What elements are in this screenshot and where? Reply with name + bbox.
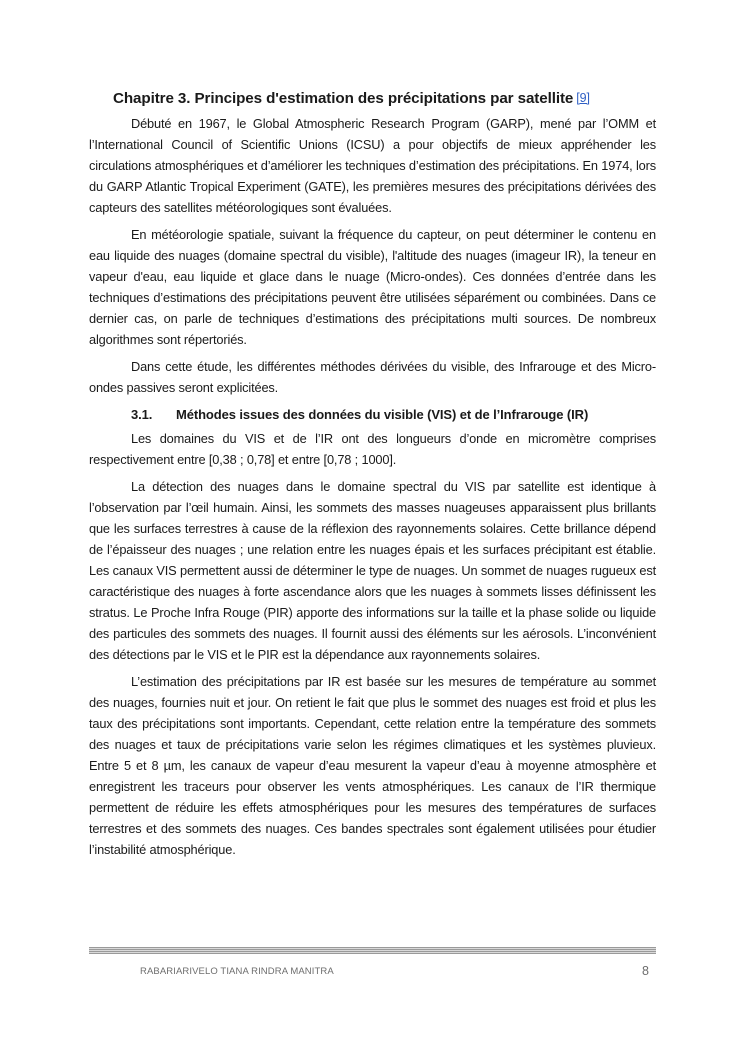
section-heading bbox=[131, 404, 656, 425]
section-paragraph-1: Les domaines du VIS et de l’IR ont des longueurs d’onde en micromètre comprises respectivement entre [0,38 ; 0,78] et entre [0,78 ; 1000]. bbox=[89, 431, 656, 467]
intro-paragraph-3: Dans cette étude, les différentes méthodes dérivées du visible, des Infrarouge et des Micro-ondes passives seront explicitées. bbox=[89, 359, 656, 395]
chapter-title bbox=[113, 88, 656, 109]
page-number: 8 bbox=[642, 964, 649, 978]
chapter-title-text: Chapitre 3. Principes d'estimation des précipitations par satellite bbox=[113, 90, 574, 107]
footer-divider bbox=[89, 947, 656, 954]
section-paragraph-3: L’estimation des précipitations par IR est basée sur les mesures de température au sommet des nuages, fournies nuit et jour. On retient le fait que plus le sommet des nuages est froid et plus les taux des précipitations sont importants. Cependant, cette relation entre la température des sommets des nuages et taux de précipitations varie selon les régimes climatiques et les systèmes pluvieux. Entre 5 et 8 µm, les canaux de vapeur d’eau mesurent la vapeur d’eau à moyenne atmosphère et enregistrent les traceurs pour observer les vents atmosphériques. Les canaux de l’IR thermique permettent de réduire les effets atmosphériques pour les mesures des températures de surfaces terrestres et des sommets des nuages. Ces bandes spectrales sont également utilisées pour étudier l’instabilité atmosphérique. bbox=[89, 674, 656, 857]
section-number: 3.1. bbox=[131, 407, 153, 422]
reference-link[interactable]: [9] bbox=[576, 91, 590, 105]
footer-author: RABARIARIVELO TIANA RINDRA MANITRA bbox=[140, 966, 334, 977]
section-paragraph-2: La détection des nuages dans le domaine spectral du VIS par satellite est identique à l’observation par l’œil humain. Ainsi, les sommets des masses nuageuses apparaissent plus brillants que les surfaces terrestres à cause de la réflexion des rayonnements solaires. Cette brillance dépend de l’épaisseur des nuages ; une relation entre les nuages épais et les surfaces précipitant est établie. Les canaux VIS permettent aussi de déterminer le type de nuages. Un sommet de nuages rugueux est caractéristique des nuages à forte ascendance alors que les nuages à sommets lisses définissent les stratus. Le Proche Infra Rouge (PIR) apporte des informations sur la taille et la phase solide ou liquide des particules des sommets des nuages. Il fournit aussi des éléments sur les aérosols. L’inconvénient des détections par le VIS et le PIR est la dépendance aux rayonnements solaires. bbox=[89, 479, 656, 662]
intro-paragraph-2: En météorologie spatiale, suivant la fréquence du capteur, on peut déterminer le contenu en eau liquide des nuages (domaine spectral du visible), l'altitude des nuages (imageur IR), la teneur en vapeur d'eau, eau liquide et glace dans le nuage (Micro-ondes). Ces données d’entrée dans les techniques d’estimations des précipitations peuvent être utilisées séparément ou combinées. Dans ce dernier cas, on parle de techniques d’estimations des précipitations multi sources. De nombreux algorithmes sont répertoriés. bbox=[89, 227, 656, 347]
document-page bbox=[89, 88, 656, 866]
intro-paragraph-1: Débuté en 1967, le Global Atmospheric Research Program (GARP), mené par l’OMM et l’International Council of Scientific Unions (ICSU) a pour objectifs de mieux appréhender les circulations atmosphériques et d’améliorer les techniques d’estimation des précipitations. En 1974, lors du GARP Atlantic Tropical Experiment (GATE), les premières mesures des précipitations dérivées des capteurs des satellites météorologiques sont évaluées. bbox=[89, 116, 656, 215]
section-title: Méthodes issues des données du visible (VIS) et de l’Infrarouge (IR) bbox=[176, 407, 589, 422]
